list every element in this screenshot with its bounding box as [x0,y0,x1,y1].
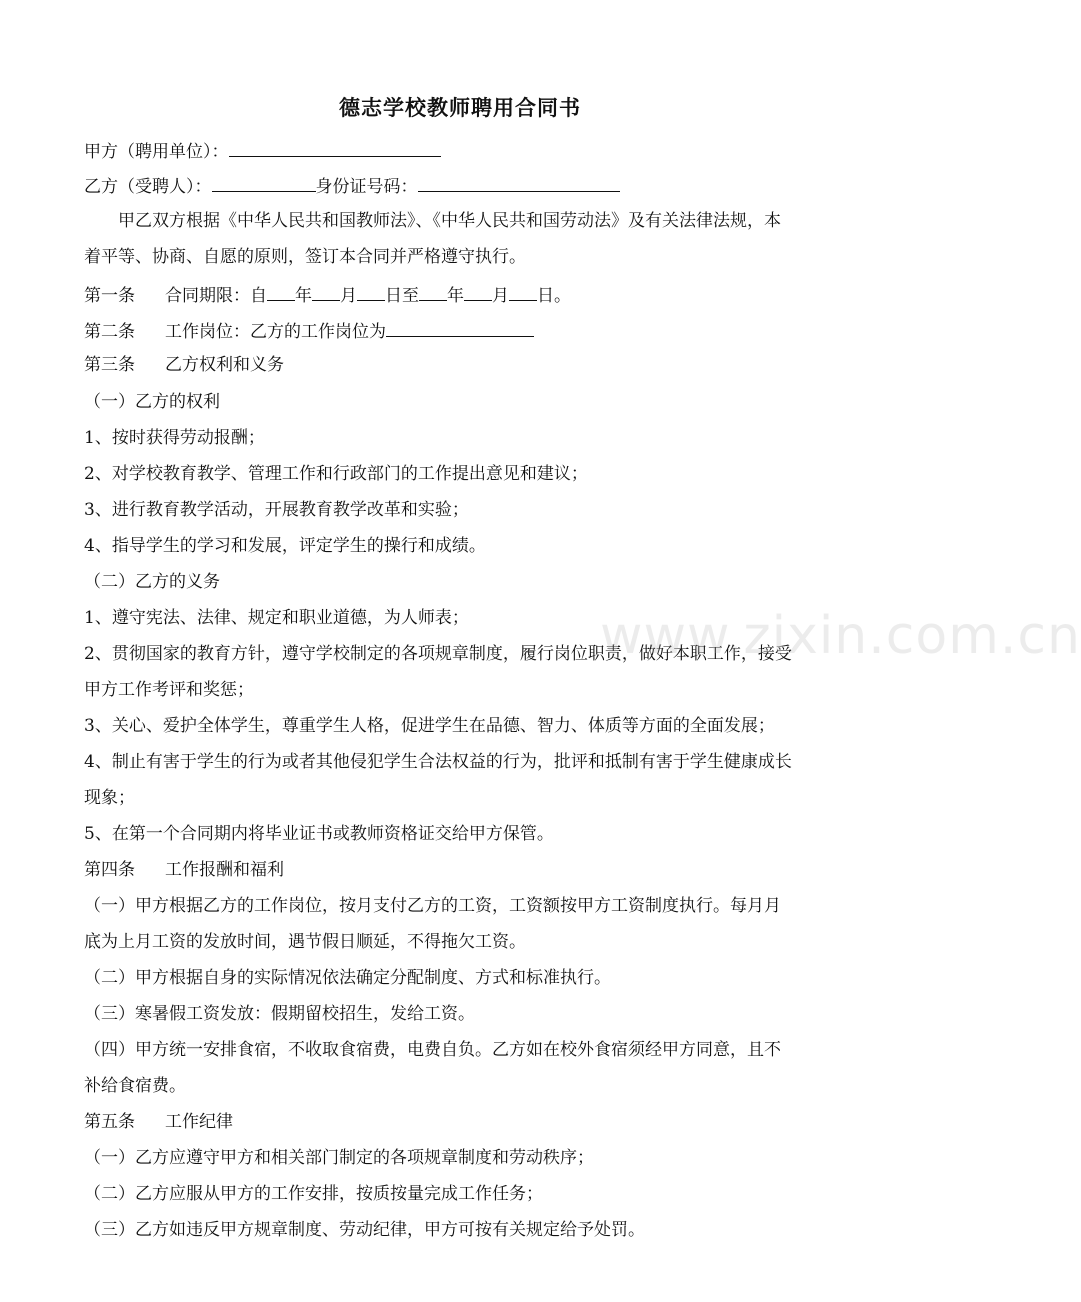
article-2-text: 工作岗位：乙方的工作岗位为 [165,322,386,342]
duties-item: 现象； [84,788,135,808]
month-label: 月 [340,286,357,306]
article-1 [84,282,571,308]
duties-heading: （二）乙方的义务 [84,572,220,592]
article-1-text: 合同期限：自 [165,286,267,306]
party-b-line [84,173,620,199]
pay-item: （一）甲方根据乙方的工作岗位，按月支付乙方的工资，工资额按甲方工资制度执行。每月月 [84,896,781,916]
duties-item: 1、遵守宪法、法律、规定和职业道德，为人师表； [84,608,469,628]
article-3 [84,353,284,377]
duties-item: 2、贯彻国家的教育方针，遵守学校制定的各项规章制度，履行岗位职责，做好本职工作，接受 [84,644,792,664]
article-1-number: 第一条 [84,286,135,306]
party-b-blank[interactable] [212,173,316,192]
rights-item: 4、指导学生的学习和发展，评定学生的操行和成绩。 [84,536,486,556]
party-b-label: 乙方（受聘人）： [84,177,212,197]
start-day-blank[interactable] [357,282,385,301]
article-5-number: 第五条 [84,1112,135,1132]
party-a-line [84,138,441,164]
month-label: 月 [492,286,509,306]
day-end-label: 日。 [537,286,571,306]
party-a-blank[interactable] [229,138,441,157]
pay-item: 底为上月工资的发放时间，遇节假日顺延，不得拖欠工资。 [84,932,526,952]
start-month-blank[interactable] [312,282,340,301]
pay-item: （四）甲方统一安排食宿，不收取食宿费，电费自负。乙方如在校外食宿须经甲方同意，且不 [84,1040,781,1060]
article-2-number: 第二条 [84,322,135,342]
end-month-blank[interactable] [464,282,492,301]
intro-line-2: 着平等、协商、自愿的原则，签订本合同并严格遵守执行。 [84,247,526,267]
end-day-blank[interactable] [509,282,537,301]
discipline-item: （三）乙方如违反甲方规章制度、劳动纪律，甲方可按有关规定给予处罚。 [84,1220,645,1240]
discipline-item: （一）乙方应遵守甲方和相关部门制定的各项规章制度和劳动秩序； [84,1148,594,1168]
article-4 [84,858,284,882]
duties-item: 甲方工作考评和奖惩； [84,680,254,700]
article-3-title: 乙方权利和义务 [165,355,284,375]
year-label: 年 [295,286,312,306]
post-blank[interactable] [386,318,534,337]
start-year-blank[interactable] [267,282,295,301]
article-4-number: 第四条 [84,860,135,880]
duties-item: 3、关心、爱护全体学生，尊重学生人格，促进学生在品德、智力、体质等方面的全面发展； [84,716,775,736]
duties-item: 4、制止有害于学生的行为或者其他侵犯学生合法权益的行为，批评和抵制有害于学生健康成长 [84,752,792,772]
article-2 [84,318,534,344]
pay-item: （二）甲方根据自身的实际情况依法确定分配制度、方式和标准执行。 [84,968,611,988]
end-year-blank[interactable] [419,282,447,301]
pay-item: （三）寒暑假工资发放：假期留校招生，发给工资。 [84,1004,475,1024]
watermark: www.zixin.com.cn [600,606,1081,666]
duties-item: 5、在第一个合同期内将毕业证书或教师资格证交给甲方保管。 [84,824,554,844]
rights-item: 1、按时获得劳动报酬； [84,428,265,448]
rights-heading: （一）乙方的权利 [84,392,220,412]
year-label: 年 [447,286,464,306]
id-label: 身份证号码： [315,177,418,197]
id-number-blank[interactable] [418,173,620,192]
document-title: 德志学校教师聘用合同书 [339,96,581,120]
day-to-label: 日至 [385,286,419,306]
article-5-title: 工作纪律 [165,1112,233,1132]
intro-line-1: 甲乙双方根据《中华人民共和国教师法》、《中华人民共和国劳动法》及有关法律法规，本 [118,211,781,231]
article-5 [84,1110,233,1134]
party-a-label: 甲方（聘用单位）： [84,142,229,162]
rights-item: 2、对学校教育教学、管理工作和行政部门的工作提出意见和建议； [84,464,588,484]
article-3-number: 第三条 [84,355,135,375]
rights-item: 3、进行教育教学活动，开展教育教学改革和实验； [84,500,469,520]
article-4-title: 工作报酬和福利 [165,860,284,880]
discipline-item: （二）乙方应服从甲方的工作安排，按质按量完成工作任务； [84,1184,543,1204]
pay-item: 补给食宿费。 [84,1076,186,1096]
